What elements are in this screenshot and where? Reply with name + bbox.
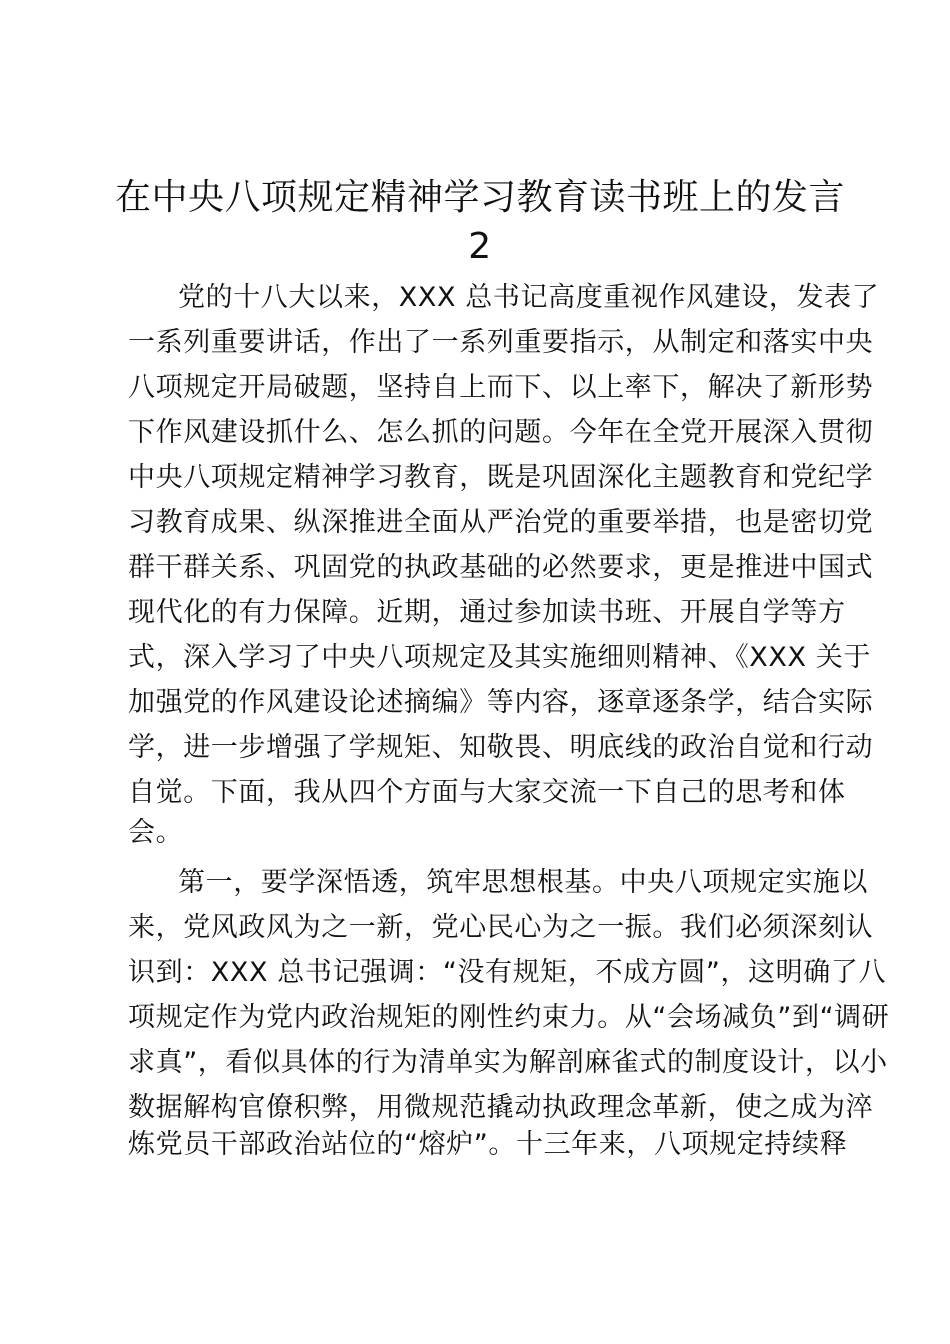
body-line: 自觉。下面，我从四个方面与大家交流一下自己的思考和体: [128, 777, 846, 808]
body-line: 第一，要学深悟透，筑牢思想根基。中央八项规定实施以: [178, 867, 868, 898]
body-line: 中央八项规定精神学习教育，既是巩固深化主题教育和党纪学: [128, 462, 874, 493]
body-line: 数据解构官僚积弊，用微规范撬动执政理念革新，使之成为淬: [128, 1092, 874, 1123]
body-line: 求真”，看似具体的行为清单实为解剖麻雀式的制度设计，以小: [128, 1047, 888, 1078]
body-line: 炼党员干部政治站位的“熔炉”。十三年来，八项规定持续释: [128, 1129, 848, 1160]
body-line: 群干群关系、巩固党的执政基础的必然要求，更是推进中国式: [128, 552, 874, 583]
document-title: 在中央八项规定精神学习教育读书班上的发言: [114, 177, 845, 218]
body-line: 八项规定开局破题，坚持自上而下、以上率下，解决了新形势: [128, 372, 874, 403]
body-line: 一系列重要讲话，作出了一系列重要指示，从制定和落实中央: [128, 327, 874, 358]
body-line: 现代化的有力保障。近期，通过参加读书班、开展自学等方: [128, 597, 846, 628]
body-line: 项规定作为党内政治规矩的刚性约束力。从“会场减负”到“调研: [128, 1002, 890, 1033]
body-line: 习教育成果、纵深推进全面从严治党的重要举措，也是密切党: [128, 507, 874, 538]
document-title-number: 2: [468, 226, 492, 267]
body-line: 式，深入学习了中央八项规定及其实施细则精神、《XXX 关于: [128, 642, 871, 673]
body-line: 识到：XXX 总书记强调：“没有规矩，不成方圆”，这明确了八: [128, 957, 887, 988]
body-line: 来，党风政风为之一新，党心民心为之一振。我们必须深刻认: [128, 912, 874, 943]
body-line: 会。: [128, 817, 184, 848]
body-line: 加强党的作风建设论述摘编》等内容，逐章逐条学，结合实际: [128, 687, 874, 718]
body-line: 学，进一步增强了学规矩、知敬畏、明底线的政治自觉和行动: [128, 732, 874, 763]
body-line: 党的十八大以来，XXX 总书记高度重视作风建设，发表了: [178, 282, 880, 313]
body-line: 下作风建设抓什么、怎么抓的问题。今年在全党开展深入贯彻: [128, 417, 874, 448]
